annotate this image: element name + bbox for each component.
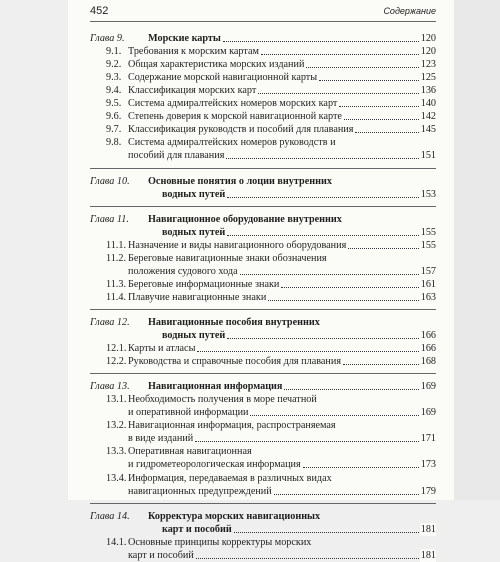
section-title: Система адмиралтейских номеров руководств и (128, 137, 336, 149)
section-title: пособий для плавания (128, 150, 225, 162)
dot-leader (226, 158, 419, 159)
running-title: Содержание (383, 6, 436, 16)
section-title: Руководства и справочные пособия для плавания (128, 356, 342, 368)
chapter-title: водных путей (162, 330, 226, 341)
toc-page-number: 120 (420, 33, 436, 44)
toc-page-number: 140 (420, 98, 436, 110)
section-number: 11.1. (106, 239, 126, 251)
chapter-rule (90, 373, 436, 374)
page-edge-shadow (454, 0, 500, 500)
chapter-rule (90, 206, 436, 207)
section-title: Общая характеристика морских изданий (128, 59, 305, 71)
page-number: 452 (90, 5, 109, 17)
toc-chapter-line (90, 316, 436, 329)
section-title: Навигационная информация, распространяемая (128, 420, 336, 432)
chapter-number: Глава 12. (90, 316, 130, 328)
toc-section-line (90, 536, 436, 549)
dot-leader (261, 54, 419, 55)
section-title: карт и пособий (128, 549, 194, 561)
section-title: и гидрометеорологическая информация (128, 459, 301, 471)
toc-page-number: 161 (420, 278, 436, 290)
toc-page-number: 142 (420, 111, 436, 123)
section-title: Классификация морских карт (128, 85, 257, 97)
toc-section-line (90, 252, 436, 265)
dot-leader (196, 558, 419, 559)
section-number: 9.3. (106, 72, 122, 84)
chapter-title: карт и пособий (162, 523, 232, 535)
chapter-title: водных путей (162, 188, 226, 200)
section-title: Основные принципы корректуры морских (128, 536, 312, 548)
running-header (90, 3, 436, 19)
section-title: и оперативной информации (128, 407, 249, 419)
section-title: Необходимость получения в море печатной (128, 394, 317, 406)
chapter-number: Глава 11. (90, 213, 129, 225)
section-number: 9.5. (106, 98, 122, 110)
chapter-number: Глава 14. (90, 510, 130, 522)
toc-section-line (90, 355, 436, 368)
dot-leader (281, 287, 419, 288)
dot-leader (339, 106, 419, 107)
toc-section-line (90, 549, 436, 562)
dot-leader (227, 197, 419, 198)
toc-section-line (90, 432, 436, 445)
toc-section-line (90, 419, 436, 432)
toc-section-line (90, 71, 436, 84)
chapter-title: Морские карты (148, 33, 221, 44)
toc-section-line (90, 97, 436, 110)
section-title: Береговые навигационные знаки обозначения (128, 252, 327, 264)
toc-section-line (90, 458, 436, 471)
section-number: 9.7. (106, 124, 122, 136)
dot-leader (227, 235, 419, 236)
toc-chapter-line (90, 380, 436, 393)
chapter-title: водных путей (162, 226, 226, 238)
toc-section-line (90, 393, 436, 406)
dot-leader (306, 67, 419, 68)
toc-page-number: 153 (420, 188, 436, 200)
dot-leader (348, 248, 419, 249)
toc-page-number: 173 (420, 459, 436, 471)
toc-section-line (90, 485, 436, 498)
section-title: Оперативная навигационная (128, 446, 252, 458)
dot-leader (319, 80, 419, 81)
toc-section-line (90, 239, 436, 252)
toc-page-number: 169 (420, 407, 436, 419)
section-title: Содержание морской навигационной карты (128, 72, 318, 84)
section-title: положения судового хода (128, 265, 238, 277)
section-title: Береговые информационные знаки (128, 278, 280, 290)
dot-leader (197, 351, 419, 352)
section-title: навигационных предупреждений (128, 485, 272, 497)
toc-page-number: 166 (420, 330, 436, 341)
section-title: Требования к морским картам (128, 46, 259, 58)
toc-page-number: 136 (420, 85, 436, 97)
dot-leader (250, 415, 419, 416)
section-number: 13.2. (106, 420, 127, 432)
toc-chapter-line (90, 188, 436, 201)
dot-leader (258, 93, 419, 94)
section-title: Степень доверия к морской навигационной карте (128, 111, 342, 123)
toc-page-number: 171 (420, 433, 436, 445)
toc-page-number: 151 (420, 150, 436, 162)
section-number: 13.3. (106, 446, 127, 458)
chapter-number: Глава 10. (90, 175, 130, 187)
toc-section-line (90, 149, 436, 162)
section-title: Информация, передаваемая в различных видах (128, 472, 332, 484)
chapter-title: Навигационное оборудование внутренних (148, 213, 342, 225)
dot-leader (268, 300, 419, 301)
toc-chapter-line (90, 329, 436, 342)
toc-section-line (90, 445, 436, 458)
section-number: 11.4. (106, 291, 126, 303)
toc-section-line (90, 45, 436, 58)
section-number: 12.2. (106, 356, 127, 368)
toc-section-line (90, 342, 436, 355)
toc-page-number: 179 (420, 485, 436, 497)
chapter-rule (90, 309, 436, 310)
section-title: Классификация руководств и пособий для плавания (128, 124, 354, 136)
chapter-title: Навигационные пособия внутренних (148, 316, 320, 328)
toc-chapter-line (90, 175, 436, 188)
section-number: 14.1. (106, 536, 127, 548)
dot-leader (343, 364, 419, 365)
dot-leader (344, 119, 419, 120)
dot-leader (355, 132, 419, 133)
section-number: 9.8. (106, 137, 122, 149)
toc-page-number: 120 (420, 46, 436, 58)
toc-section-line (90, 58, 436, 71)
toc-page-number: 123 (420, 59, 436, 71)
toc-chapter-line (90, 226, 436, 239)
toc-section-line (90, 136, 436, 149)
section-title: в виде изданий (128, 433, 194, 445)
section-title: Карты и атласы (128, 343, 196, 355)
toc-chapter-line (90, 213, 436, 226)
section-title: Назначение и виды навигационного оборудования (128, 239, 347, 251)
section-number: 9.1. (106, 46, 122, 58)
toc-page-number: 166 (420, 343, 436, 355)
toc-page-number: 155 (420, 239, 436, 251)
dot-leader (274, 494, 419, 495)
toc-page-number: 125 (420, 72, 436, 84)
toc-section-line (90, 110, 436, 123)
toc-chapter-line (90, 523, 436, 536)
section-number: 13.4. (106, 472, 127, 484)
toc-page-number: 145 (420, 124, 436, 136)
section-number: 9.6. (106, 111, 122, 123)
dot-leader (223, 41, 419, 42)
dot-leader (303, 467, 419, 468)
section-number: 9.2. (106, 59, 122, 71)
toc-page-number: 181 (420, 549, 436, 561)
dot-leader (227, 338, 419, 339)
chapter-title: Корректура морских навигационных (148, 510, 321, 522)
section-number: 12.1. (106, 343, 127, 355)
toc-chapter-line (90, 32, 436, 45)
dot-leader (234, 532, 419, 533)
toc-chapter-line (90, 510, 436, 523)
dot-leader (240, 274, 419, 275)
section-number: 13.1. (106, 394, 127, 406)
toc-section-line (90, 472, 436, 485)
section-title: Система адмиралтейских номеров морских карт (128, 98, 338, 110)
toc-section-line (90, 265, 436, 278)
toc-page-number: 168 (420, 356, 436, 368)
toc-section-line (90, 123, 436, 136)
chapter-number: Глава 13. (90, 381, 130, 393)
toc-page-number: 155 (420, 226, 436, 238)
toc-page-number: 169 (420, 381, 436, 393)
header-rule (90, 21, 436, 22)
section-number: 11.3. (106, 278, 126, 290)
chapter-number: Глава 9. (90, 33, 125, 44)
dot-leader (195, 441, 419, 442)
toc-section-line (90, 406, 436, 419)
toc-section-line (90, 291, 436, 304)
section-number: 9.4. (106, 85, 122, 97)
chapter-rule (90, 168, 436, 169)
toc-section-line (90, 278, 436, 291)
section-title: Плавучие навигационные знаки (128, 291, 267, 303)
chapter-rule (90, 503, 436, 504)
toc-page-number: 163 (420, 291, 436, 303)
toc-section-line (90, 84, 436, 97)
toc-page-number: 157 (420, 265, 436, 277)
chapter-title: Основные понятия о лоции внутренних (148, 175, 332, 187)
section-number: 11.2. (106, 252, 126, 264)
toc-page-number: 181 (420, 523, 436, 535)
dot-leader (284, 389, 419, 390)
chapter-title: Навигационная информация (148, 381, 283, 393)
